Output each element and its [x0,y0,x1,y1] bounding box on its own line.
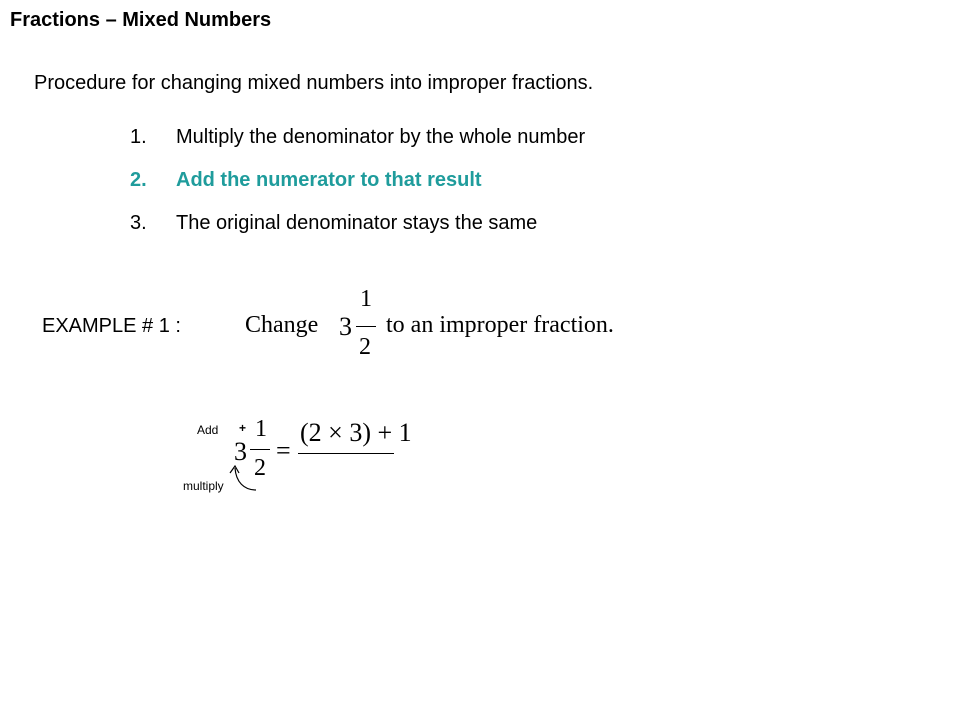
example-whole-number: 3 [339,312,352,341]
example-fraction-bar [356,326,376,327]
page-title: Fractions – Mixed Numbers [10,9,272,31]
example-change-word: Change [245,312,319,338]
step-3-text: The original denominator stays the same [176,212,538,234]
step-1-number: 1. [130,126,147,148]
equals-sign: = [276,436,291,465]
step-1 [130,126,585,149]
step-3-number: 3. [130,212,147,234]
example-numerator: 1 [360,286,372,312]
add-label: Add [197,423,219,437]
multiply-label: multiply [183,479,224,493]
work-numerator: 1 [255,416,267,442]
plus-sign: + [239,421,247,435]
step-3 [130,212,537,235]
work-fraction-bar [250,449,270,450]
curved-arrow-icon [226,458,266,498]
intro-text: Procedure for changing mixed numbers into improper fractions. [34,72,594,94]
work-result-bar [298,453,394,454]
work-whole-number: 3 [234,437,247,466]
step-2-highlighted [130,169,482,192]
step-1-text: Multiply the denominator by the whole number [176,126,586,148]
example-label: EXAMPLE # 1 : [42,315,181,337]
step-2-number: 2. [130,169,147,191]
example-tail-text: to an improper fraction. [386,312,614,338]
example-denominator: 2 [359,334,371,360]
work-expression: (2 × 3) + 1 [300,418,412,447]
work-denominator: 2 [254,455,266,481]
step-2-text: Add the numerator to that result [176,169,482,191]
